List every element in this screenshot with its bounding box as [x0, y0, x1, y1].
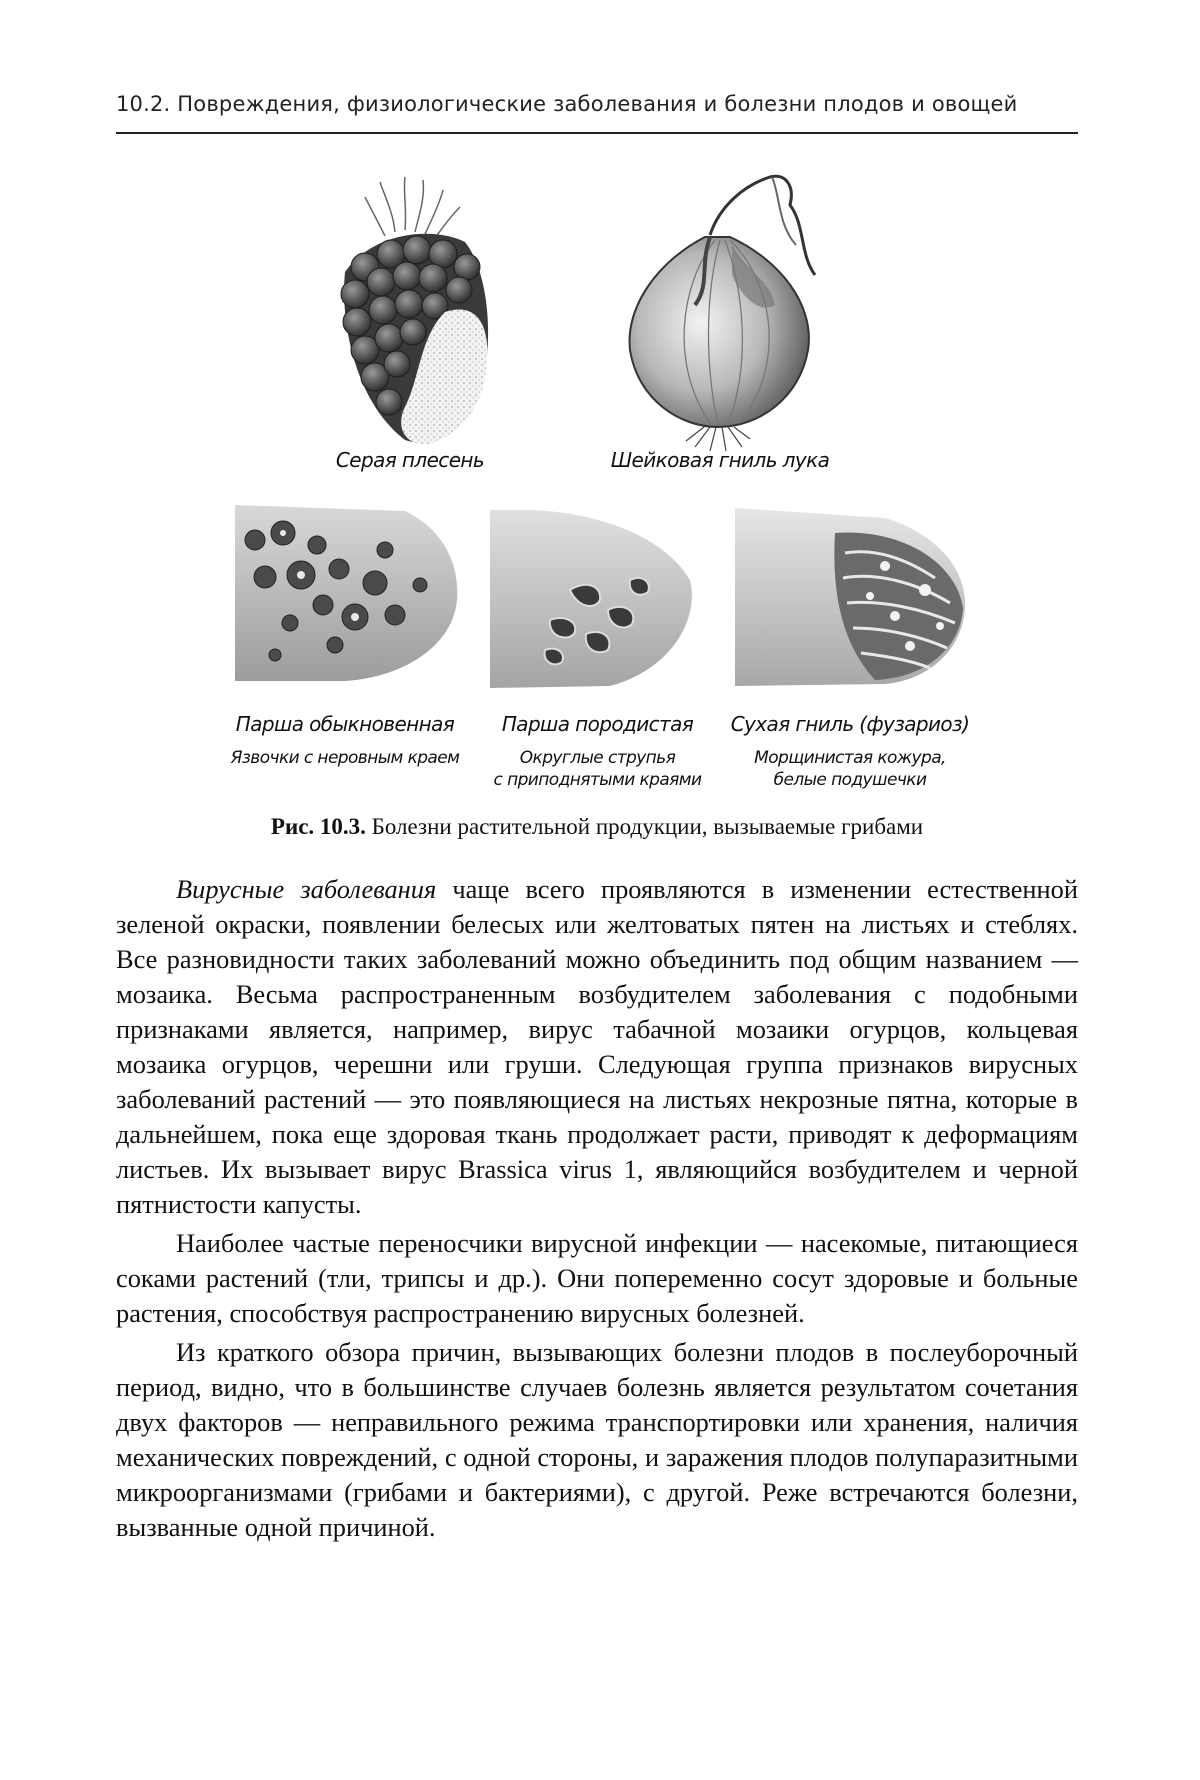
paragraph-1: Вирусные заболевания чаще всего проявляются в изменении естественной зеленой окраски, появлении белесых или желтоватых пятен на листьях и стеблях. Все разновидности таких заболеваний можно объединить под общим названием — мозаика. Весьма распространенным возбудителем заболевания с подобными признаками является, например, вирус табачной мозаики огурцов, кольцевая мозаика огурцов, черешни или груши. Следующая группа признаков вирусных заболеваний растений — это появляющиеся на листьях некрозные пятна, которые в дальнейшем, пока еще здоровая ткань продолжает расти, приводят к деформациям листьев. Их вызывает вирус Brassica virus 1, являющийся возбудителем и черной пятнистости капусты.: [116, 874, 1078, 1219]
header-rule: [116, 132, 1078, 134]
body-text: [116, 872, 1078, 1549]
label-deep-scab: Парша породистая: [501, 712, 694, 736]
desc-dry-rot-line-2: белые подушечки: [773, 770, 927, 790]
label-gray-mold: Серая плесень: [335, 448, 485, 472]
raspberry-gray-mold-illustration: [325, 172, 505, 452]
potato-common-scab-illustration: [235, 505, 465, 683]
potato-dry-rot-illustration: [735, 508, 970, 688]
figure-caption-text: Болезни растительной продукции, вызываемые грибами: [365, 814, 924, 839]
onion-neck-rot-illustration: [600, 165, 840, 455]
label-dry-rot: Сухая гниль (фузариоз): [730, 712, 970, 736]
paragraph-2: Наиболее частые переносчики вирусной инфекции — насекомые, питающиеся соками растений (тли, трипсы и др.). Они попеременно сосут здоровые и больные растения, способствуя распространению вирусных болезней.: [116, 1228, 1078, 1328]
figure-number: Рис. 10.3.: [270, 814, 366, 839]
label-common-scab: Парша обыкновенная: [235, 712, 455, 736]
desc-deep-scab-line-2: с приподнятыми краями: [493, 770, 702, 790]
desc-deep-scab-line-1: Округлые струпья: [519, 748, 676, 768]
figure-caption: [116, 814, 1078, 840]
paragraph-3: Из краткого обзора причин, вызывающих болезни плодов в послеуборочный период, видно, что в большинстве случаев болезнь является результатом сочетания двух факторов — неправильного режима транспортировки или хранения, наличия механических повреждений, с одной стороны, и заражения плодов полупаразитными микроорганизмами (грибами и бактериями), с другой. Реже встречаются болезни, вызванные одной причиной.: [116, 1337, 1078, 1542]
desc-common-scab: Язвочки с неровным краем: [230, 748, 460, 768]
label-onion-neck-rot: Шейковая гниль лука: [610, 448, 830, 472]
running-header: 10.2. Повреждения, физиологические заболевания и болезни плодов и овощей: [116, 92, 1018, 116]
desc-dry-rot-line-1: Морщинистая кожура,: [754, 748, 946, 768]
potato-deep-scab-illustration: [490, 510, 700, 690]
term-viral-diseases: Вирусные заболевания: [176, 874, 437, 904]
